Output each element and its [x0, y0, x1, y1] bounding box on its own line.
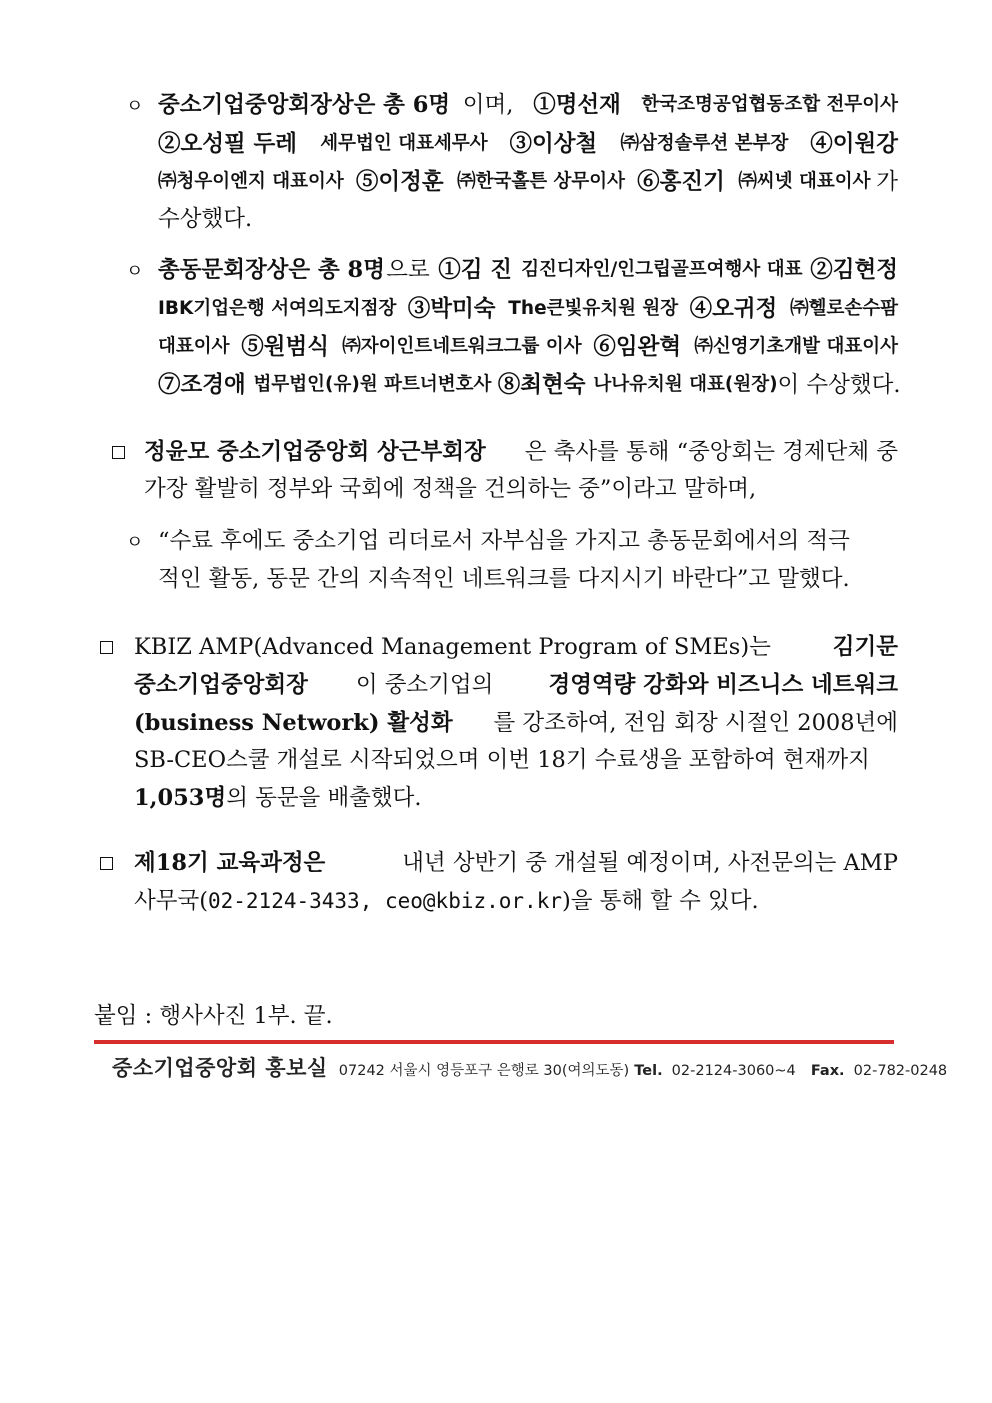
- footer-fax: 02-782-0248: [853, 1063, 948, 1079]
- footer-rule: [94, 1040, 894, 1044]
- attachment-note: 붙임 : 행사사진 1부. 끝.: [94, 1003, 333, 1029]
- speech-line-1: 정윤모 중소기업중앙회 상근부회장 은 축사를 통해 “중앙회는 경제단체 중: [144, 439, 898, 465]
- footer-fax-label: Fax.: [810, 1063, 845, 1079]
- kbiz-line-3: (business Network) 활성화 를 강조하여, 전임 회장 시절인 2008년에: [134, 710, 898, 736]
- kbiz-line-2: 중소기업중앙회장 이 중소기업의 경영역량 강화와 비즈니스 네트워크: [134, 672, 898, 698]
- award-alumni-line-1: 총동문회장상은 총 8명 으로 ①김 진 김진디자인/인그립골프여행사 대표 ②김현정: [158, 257, 898, 283]
- circle-bullet: ㅇ: [126, 532, 144, 553]
- footer-tel: 02-2124-3060~4: [671, 1063, 796, 1079]
- speech-quote-line-2: 적인 활동, 동문 간의 지속적인 네트워크를 다지시기 바란다”고 말했다.: [158, 566, 850, 592]
- kbiz-line-5: 1,053명의 동문을 배출했다.: [134, 785, 422, 811]
- kbiz-line-1: KBIZ AMP(Advanced Management Program of SMEs)는 김기문: [134, 634, 898, 660]
- footer-org: 중소기업중앙회 홍보실: [112, 1056, 328, 1080]
- award-chairman-line-2: ②오성필 두레 세무법인 대표세무사 ③이상철 ㈜삼정솔루션 본부장 ④이원강: [158, 131, 898, 157]
- footer-tel-label: Tel.: [634, 1063, 663, 1079]
- award-alumni-line-2: IBK기업은행 서여의도지점장 ③박미숙 The큰빛유치원 원장 ④오귀정 ㈜헬로손수팜: [158, 296, 898, 322]
- award-chairman-line-4: 수상했다.: [158, 206, 253, 232]
- kbiz-line-4: SB-CEO스쿨 개설로 시작되었으며 이번 18기 수료생을 포함하여 현재까지: [134, 747, 870, 773]
- award-chairman-line-1: 중소기업중앙회장상은 총 6명 이며, ①명선재 한국조명공업협동조합 전무이사: [158, 92, 898, 118]
- speech-line-2: 가장 활발히 정부와 국회에 정책을 건의하는 중”이라고 말하며,: [144, 476, 757, 502]
- speech-quote-line-1: “수료 후에도 중소기업 리더로서 자부심을 가지고 총동문회에서의 적극: [158, 528, 850, 554]
- award-alumni-line-4: ⑦조경애 법무법인(유)원 파트너변호사 ⑧최현숙 나나유치원 대표(원장) 이 수상했다.: [158, 372, 901, 398]
- contact-info[interactable]: 02-2124-3433, ceo@kbiz.or.kr: [207, 889, 562, 913]
- course-line-1: 제18기 교육과정은 내년 상반기 중 개설될 예정이며, 사전문의는 AMP: [134, 850, 898, 876]
- square-bullet: [100, 641, 113, 654]
- square-bullet: [112, 446, 125, 459]
- square-bullet: [100, 857, 113, 870]
- course-line-2: 사무국(02-2124-3433, ceo@kbiz.or.kr)을 통해 할 수 있다.: [134, 888, 759, 914]
- circle-bullet: ㅇ: [126, 261, 144, 282]
- award-alumni-line-3: 대표이사 ⑤원범식 ㈜자이인트네트워크그룹 이사 ⑥임완혁 ㈜신영기초개발 대표이사: [158, 334, 898, 360]
- circle-bullet: ㅇ: [126, 96, 144, 117]
- footer: [112, 1052, 947, 1082]
- award-chairman-line-3: ㈜청우이엔지 대표이사 ⑤이정훈 ㈜한국홀튼 상무이사 ⑥홍진기 ㈜씨넷 대표이사 가: [158, 169, 898, 195]
- footer-address: 07242 서울시 영등포구 은행로 30(여의도동): [338, 1063, 630, 1079]
